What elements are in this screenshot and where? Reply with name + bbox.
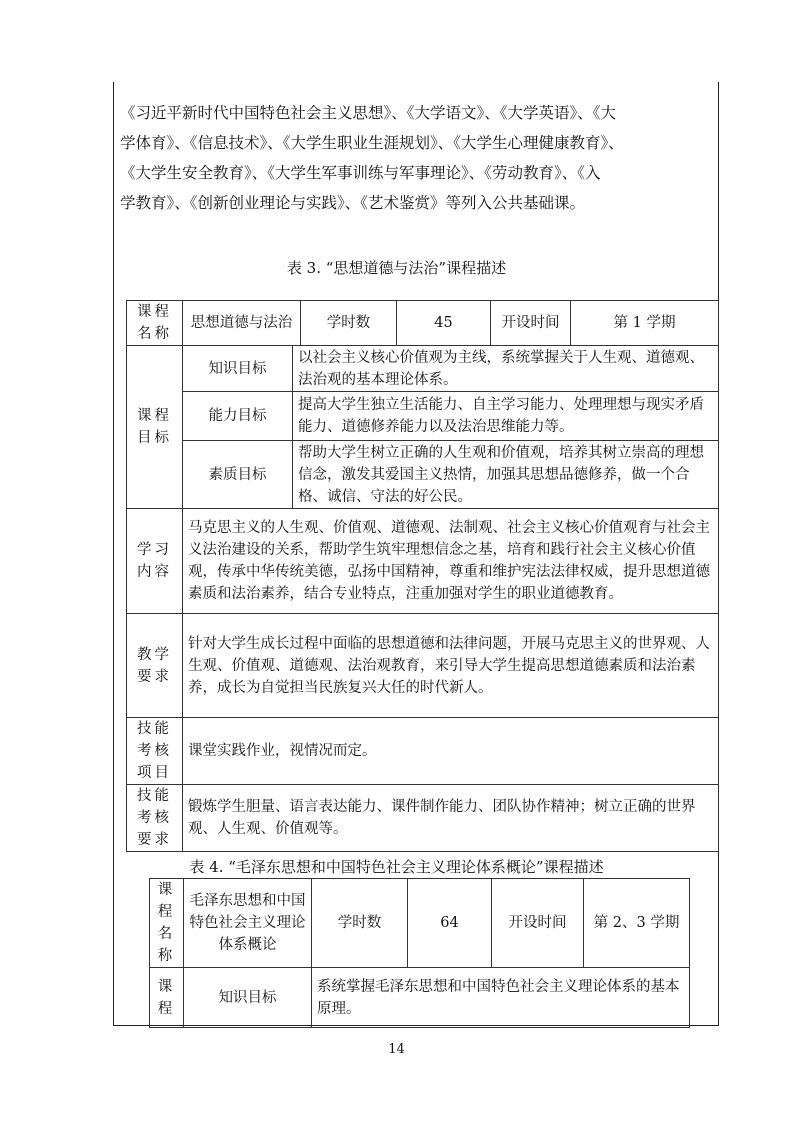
term-label: 开设时间 — [492, 879, 584, 968]
course-name-label: 课程名称 — [150, 879, 184, 968]
goal-label: 素质目标 — [183, 441, 293, 509]
skill-requirement-label: 技能考核要求 — [127, 785, 183, 852]
table4-caption: 表 4. “毛泽东思想和中国特色社会主义理论体系概论”课程描述 — [189, 858, 604, 876]
course-name-label: 课程名称 — [127, 301, 183, 346]
skill-item-row — [127, 718, 719, 785]
goal-text: 以社会主义核心价值观为主线，系统掌握关于人生观、道德观、法治观的基本理论体系。 — [293, 346, 719, 392]
goals-label: 课程 — [150, 968, 184, 1028]
requirement-label: 教学要求 — [127, 614, 183, 718]
hours-value: 45 — [397, 301, 491, 346]
goals-label: 课程目标 — [127, 346, 183, 509]
goal-label: 能力目标 — [183, 392, 293, 441]
goal-text: 系统掌握毛泽东思想和中国特色社会主义理论体系的基本原理。 — [312, 968, 690, 1028]
goal-row-knowledge — [150, 968, 690, 1028]
goal-text: 提高大学生独立生活能力、自主学习能力、处理理想与现实矛盾能力、道德修养能力以及法治思维能力等。 — [293, 392, 719, 441]
term-value: 第 1 学期 — [571, 301, 719, 346]
hours-value: 64 — [408, 879, 492, 968]
course-name-value: 毛泽东思想和中国特色社会主义理论体系概论 — [184, 879, 312, 968]
page-number: 14 — [388, 1042, 405, 1057]
intro-paragraph — [120, 98, 680, 218]
table3 — [126, 300, 719, 852]
term-label: 开设时间 — [491, 301, 571, 346]
table3-caption: 表 3. “思想道德与法治”课程描述 — [286, 259, 507, 277]
goal-row-knowledge — [127, 346, 719, 392]
table3-header-row — [127, 301, 719, 346]
table4 — [149, 878, 690, 1028]
content-text: 马克思主义的人生观、价值观、道德观、法制观、社会主义核心价值观育与社会主义法治建设的关系，帮助学生筑牢理想信念之基，培育和践行社会主义核心价值观，传承中华传统美德，弘扬中国精神，尊重和维护宪法法律权威，提升思想道德素质和法治素养，结合专业特点，注重加强对学生的职业道德教育。 — [183, 509, 719, 614]
hours-label: 学时数 — [312, 879, 408, 968]
goal-row-ability — [127, 392, 719, 441]
intro-line: 《习近平新时代中国特色社会主义思想》、《大学语文》、《大学英语》、《大 — [120, 104, 617, 122]
intro-line: 学体育》、《信息技术》、《大学生职业生涯规划》、《大学生心理健康教育》、 — [120, 134, 624, 152]
table4-header-row — [150, 879, 690, 968]
requirement-row — [127, 614, 719, 718]
intro-line: 《大学生安全教育》、《大学生军事训练与军事理论》、《劳动教育》、《入 — [120, 164, 601, 182]
goal-label: 知识目标 — [183, 346, 293, 392]
goal-row-quality — [127, 441, 719, 509]
goal-text: 帮助大学生树立正确的人生观和价值观，培养其树立崇高的理想信念，激发其爱国主义热情，加强其思想品德修养，做一个合格、诚信、守法的好公民。 — [293, 441, 719, 509]
content-label: 学习内容 — [127, 509, 183, 614]
course-name-value: 思想道德与法治 — [183, 301, 301, 346]
requirement-text: 针对大学生成长过程中面临的思想道德和法律问题，开展马克思主义的世界观、人生观、价值观、道德观、法治观教育，来引导大学生提高思想道德素质和法治素养，成长为自觉担当民族复兴大任的时代新人。 — [183, 614, 719, 718]
intro-line: 学教育》、《创新创业理论与实践》、《艺术鉴赏》等列入公共基础课。 — [120, 194, 586, 212]
term-value: 第 2、3 学期 — [584, 879, 690, 968]
content-row — [127, 509, 719, 614]
goal-label: 知识目标 — [184, 968, 312, 1028]
skill-item-label: 技能考核项目 — [127, 718, 183, 785]
hours-label: 学时数 — [301, 301, 397, 346]
skill-requirement-row — [127, 785, 719, 852]
skill-item-text: 课堂实践作业，视情况而定。 — [183, 718, 719, 785]
skill-requirement-text: 锻炼学生胆量、语言表达能力、课件制作能力、团队协作精神；树立正确的世界观、人生观、价值观等。 — [183, 785, 719, 852]
